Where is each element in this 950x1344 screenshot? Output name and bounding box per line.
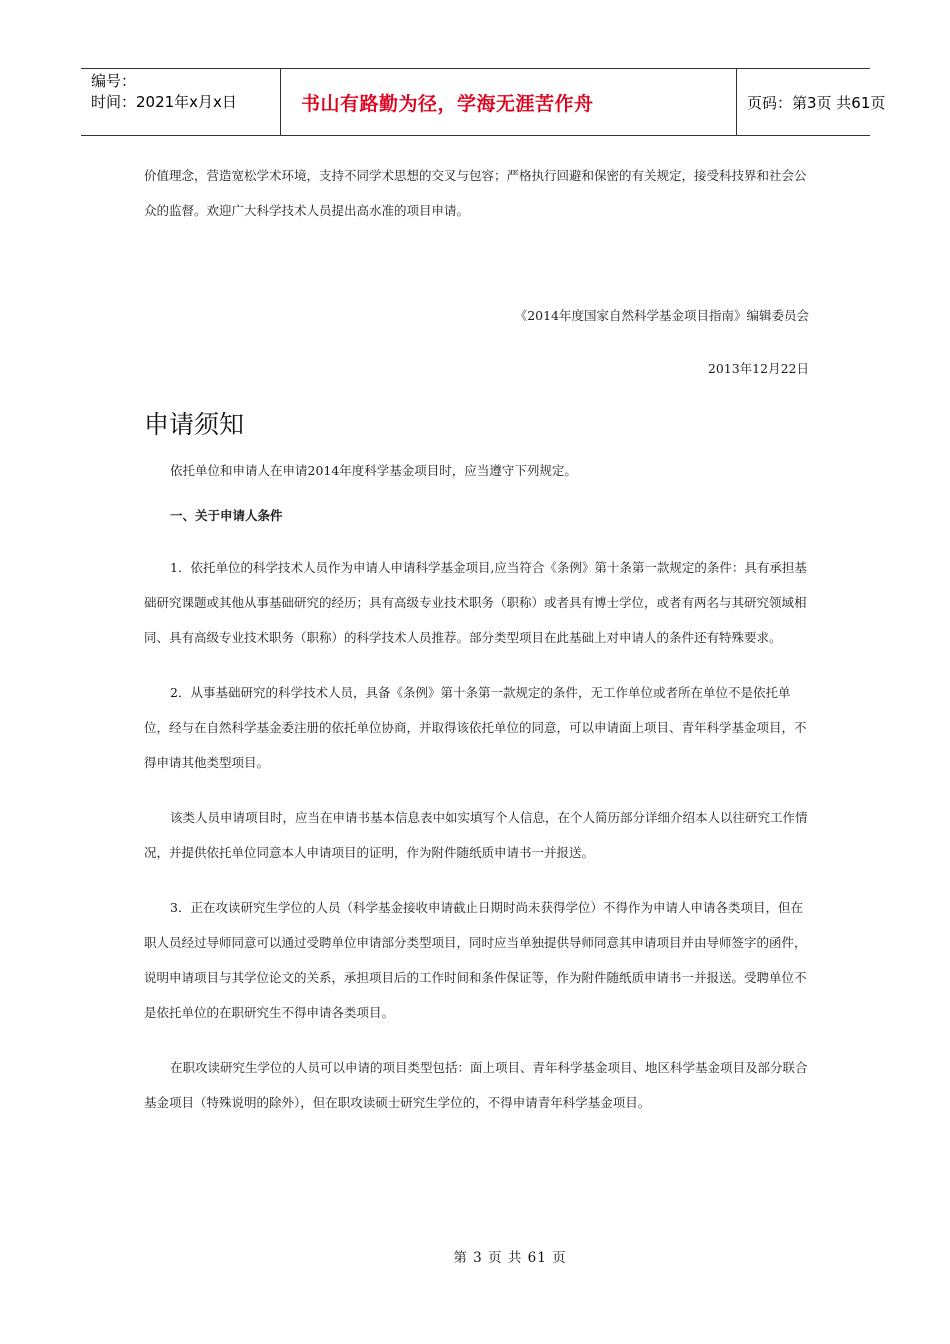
section-heading: 一、关于申请人条件	[170, 508, 283, 523]
header-page-info: 页码：第3页 共61页	[747, 93, 886, 112]
page-title: 申请须知	[144, 410, 245, 439]
item-1: 1．依托单位的科学技术人员作为申请人申请科学基金项目,应当符合《条例》第十条第一款规定的条件：具有承担基础研究课题或其他从事基础研究的经历；具有高级专业技术职务（职称）或者具有博士学位，或者有两名与其研究领域相同、具有高级专业技术职务（职称）的科学技术人员推荐。部分类型项目在此基础上对申请人的条件还有特殊要求。	[144, 560, 807, 645]
item-2-note: 该类人员申请项目时，应当在申请书基本信息表中如实填写个人信息，在个人简历部分详细介绍本人以往研究工作情况，并提供依托单位同意本人申请项目的证明，作为附件随纸质申请书一并报送。	[144, 810, 808, 860]
intro-paragraph: 价值理念，营造宽松学术环境，支持不同学术思想的交叉与包容；严格执行回避和保密的有关规定，接受科技界和社会公众的监督。欢迎广大科学技术人员提出高水准的项目申请。	[144, 168, 807, 218]
header-motto: 书山有路勤为径，学海无涯苦作舟	[281, 69, 737, 135]
time-label: 时间：2021年x月x日	[91, 93, 237, 111]
document-header	[81, 68, 886, 136]
item-3: 3．正在攻读研究生学位的人员（科学基金接收申请截止日期时尚未获得学位）不得作为申请人申请各类项目，但在职人员经过导师同意可以通过受聘单位申请部分类型项目，同时应当单独提供导师同意其申请项目并由导师签字的函件，说明申请项目与其学位论文的关系，承担项目后的工作时间和条件保证等，作为附件随纸质申请书一并报送。受聘单位不是依托单位的在职研究生不得申请各类项目。	[144, 900, 807, 1020]
header-meta	[81, 69, 281, 135]
notice-lead: 依托单位和申请人在申请2014年度科学基金项目时，应当遵守下列规定。	[170, 463, 577, 478]
page-footer: 第 3 页 共 61 页	[453, 1250, 567, 1266]
item-2: 2．从事基础研究的科学技术人员，具备《条例》第十条第一款规定的条件，无工作单位或者所在单位不是依托单位，经与在自然科学基金委注册的依托单位协商，并取得该依托单位的同意，可以申请面上项目、青年科学基金项目，不得申请其他类型项目。	[144, 685, 807, 770]
number-label: 编号：	[91, 72, 137, 90]
document-body	[144, 158, 809, 1120]
signature: 《2014年度国家自然科学基金项目指南》编辑委员会	[514, 308, 809, 323]
item-3-note: 在职攻读研究生学位的人员可以申请的项目类型包括：面上项目、青年科学基金项目、地区科学基金项目及部分联合基金项目（特殊说明的除外），但在职攻读硕士研究生学位的，不得申请青年科学基金项目。	[144, 1060, 808, 1110]
signature-date: 2013年12月22日	[707, 361, 809, 376]
